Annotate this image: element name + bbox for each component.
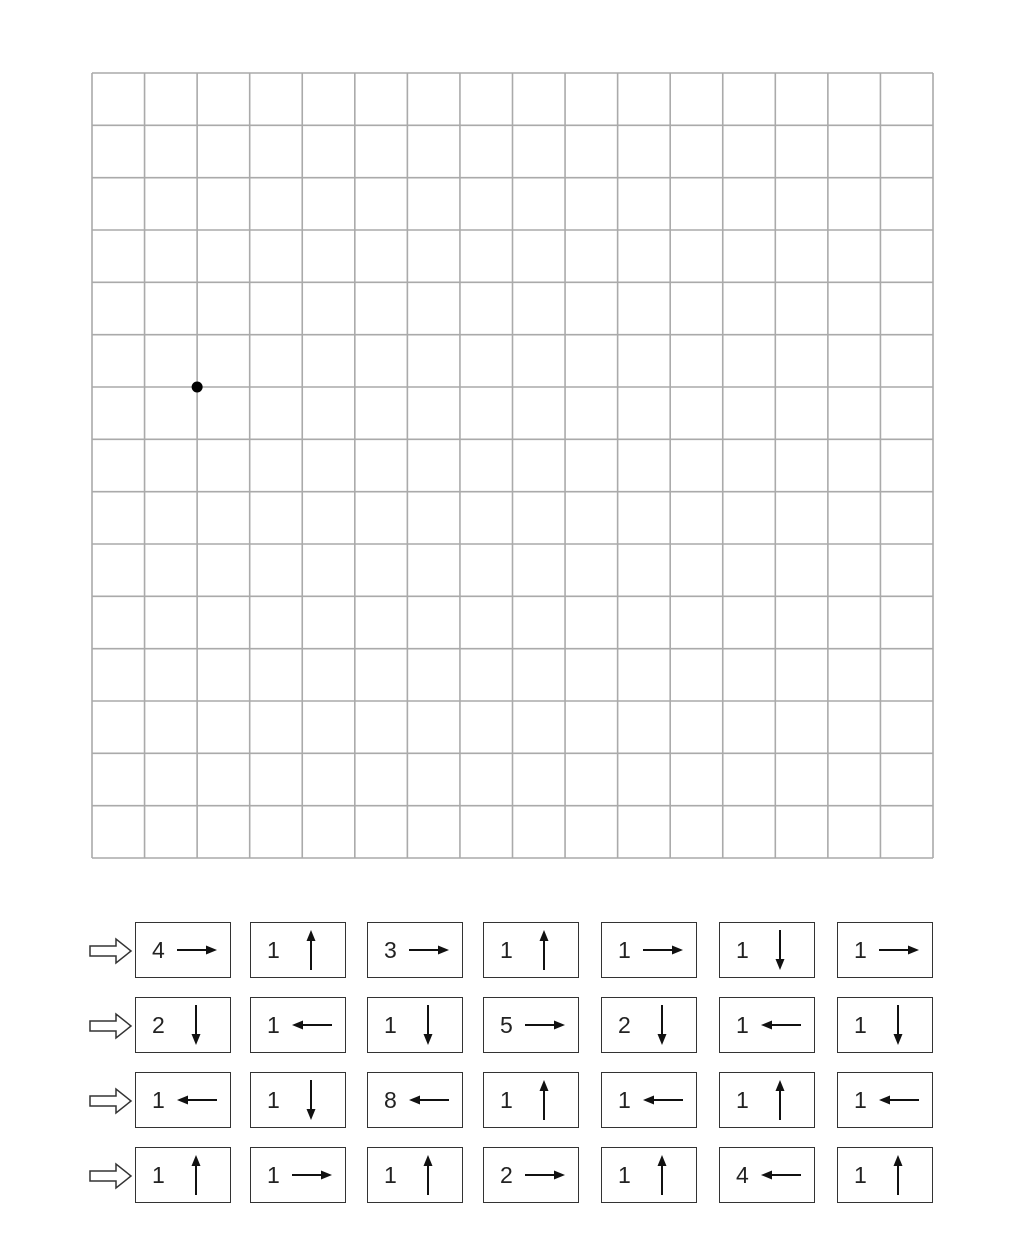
instruction-card bbox=[837, 1072, 933, 1128]
instruction-card bbox=[483, 1147, 579, 1203]
instruction-card bbox=[367, 1147, 463, 1203]
step-count: 1 bbox=[854, 1162, 867, 1188]
arrow-right-icon bbox=[642, 942, 684, 963]
instruction-card bbox=[135, 1072, 231, 1128]
arrow-up-icon bbox=[188, 1154, 204, 1201]
arrow-left-icon bbox=[642, 1092, 684, 1113]
arrow-right-icon bbox=[176, 942, 218, 963]
instruction-row bbox=[0, 1147, 1020, 1207]
step-count: 4 bbox=[152, 937, 165, 963]
row-start-arrow-icon bbox=[88, 1086, 134, 1116]
arrow-down-icon bbox=[188, 1004, 204, 1051]
instruction-card bbox=[601, 1147, 697, 1203]
step-count: 1 bbox=[267, 1087, 280, 1113]
row-start-arrow-icon bbox=[88, 936, 134, 966]
step-count: 1 bbox=[267, 1162, 280, 1188]
step-count: 1 bbox=[267, 937, 280, 963]
instruction-card bbox=[250, 922, 346, 978]
step-count: 1 bbox=[854, 1087, 867, 1113]
instruction-card bbox=[837, 922, 933, 978]
instruction-card bbox=[135, 997, 231, 1053]
instruction-card bbox=[135, 922, 231, 978]
step-count: 5 bbox=[500, 1012, 513, 1038]
arrow-up-icon bbox=[303, 929, 319, 976]
step-count: 1 bbox=[384, 1012, 397, 1038]
arrow-down-icon bbox=[303, 1079, 319, 1126]
instruction-card bbox=[601, 997, 697, 1053]
step-count: 1 bbox=[500, 1087, 513, 1113]
instruction-card bbox=[719, 997, 815, 1053]
step-count: 1 bbox=[736, 1012, 749, 1038]
row-start-arrow-icon bbox=[88, 1011, 134, 1041]
row-start-arrow-icon bbox=[88, 1161, 134, 1191]
step-count: 3 bbox=[384, 937, 397, 963]
step-count: 1 bbox=[384, 1162, 397, 1188]
arrow-down-icon bbox=[890, 1004, 906, 1051]
instruction-card bbox=[367, 1072, 463, 1128]
instruction-card bbox=[837, 1147, 933, 1203]
arrow-right-icon bbox=[408, 942, 450, 963]
step-count: 2 bbox=[500, 1162, 513, 1188]
step-count: 2 bbox=[618, 1012, 631, 1038]
arrow-left-icon bbox=[760, 1167, 802, 1188]
arrow-right-icon bbox=[524, 1017, 566, 1038]
instruction-card bbox=[837, 997, 933, 1053]
instruction-card bbox=[601, 922, 697, 978]
arrow-down-icon bbox=[654, 1004, 670, 1051]
arrow-down-icon bbox=[772, 929, 788, 976]
step-count: 1 bbox=[736, 937, 749, 963]
step-count: 8 bbox=[384, 1087, 397, 1113]
instruction-card bbox=[601, 1072, 697, 1128]
arrow-up-icon bbox=[890, 1154, 906, 1201]
arrow-up-icon bbox=[772, 1079, 788, 1126]
start-point-dot bbox=[192, 382, 203, 393]
step-count: 1 bbox=[152, 1162, 165, 1188]
arrow-left-icon bbox=[291, 1017, 333, 1038]
step-count: 1 bbox=[618, 1162, 631, 1188]
step-count: 1 bbox=[854, 1012, 867, 1038]
instruction-card bbox=[367, 997, 463, 1053]
step-count: 1 bbox=[618, 1087, 631, 1113]
instruction-row bbox=[0, 1072, 1020, 1132]
instruction-card bbox=[250, 1072, 346, 1128]
step-count: 4 bbox=[736, 1162, 749, 1188]
instruction-card bbox=[250, 997, 346, 1053]
instruction-card bbox=[719, 922, 815, 978]
instruction-card bbox=[367, 922, 463, 978]
arrow-right-icon bbox=[291, 1167, 333, 1188]
instruction-card bbox=[719, 1147, 815, 1203]
step-count: 1 bbox=[267, 1012, 280, 1038]
arrow-up-icon bbox=[536, 929, 552, 976]
step-count: 2 bbox=[152, 1012, 165, 1038]
arrow-left-icon bbox=[878, 1092, 920, 1113]
arrow-down-icon bbox=[420, 1004, 436, 1051]
arrow-right-icon bbox=[878, 942, 920, 963]
instruction-card bbox=[135, 1147, 231, 1203]
instruction-row bbox=[0, 922, 1020, 982]
step-count: 1 bbox=[618, 937, 631, 963]
arrow-left-icon bbox=[760, 1017, 802, 1038]
step-count: 1 bbox=[152, 1087, 165, 1113]
step-count: 1 bbox=[854, 937, 867, 963]
arrow-left-icon bbox=[176, 1092, 218, 1113]
instruction-card bbox=[483, 922, 579, 978]
arrow-up-icon bbox=[536, 1079, 552, 1126]
instruction-card bbox=[250, 1147, 346, 1203]
instruction-card bbox=[483, 997, 579, 1053]
step-count: 1 bbox=[500, 937, 513, 963]
step-count: 1 bbox=[736, 1087, 749, 1113]
arrow-up-icon bbox=[420, 1154, 436, 1201]
arrow-up-icon bbox=[654, 1154, 670, 1201]
arrow-right-icon bbox=[524, 1167, 566, 1188]
instruction-card bbox=[719, 1072, 815, 1128]
instruction-card bbox=[483, 1072, 579, 1128]
instruction-row bbox=[0, 997, 1020, 1057]
arrow-left-icon bbox=[408, 1092, 450, 1113]
